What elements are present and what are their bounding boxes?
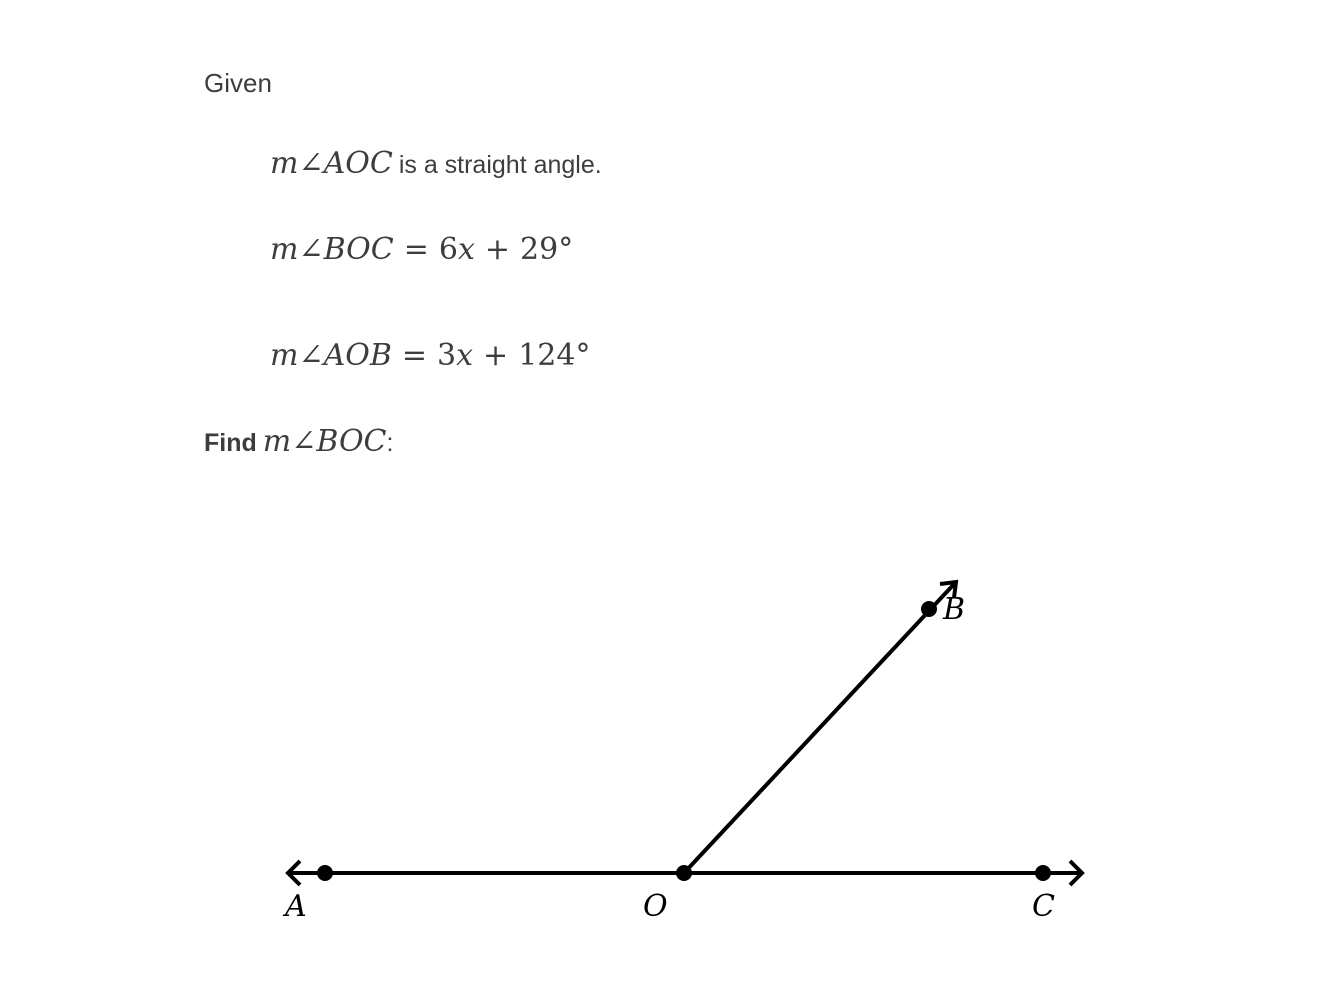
- point-a: [317, 865, 333, 881]
- variable: x: [457, 232, 475, 267]
- constant: 124°: [518, 338, 591, 373]
- label-a: A: [285, 889, 307, 924]
- plus-sign: +: [483, 338, 509, 373]
- variable: x: [456, 338, 474, 373]
- point-b: [921, 601, 937, 617]
- angle-boc-lhs: m∠BOC: [270, 232, 394, 267]
- coefficient: 6: [438, 232, 458, 267]
- angle-aoc-expr: m∠AOC: [270, 146, 393, 181]
- equals-sign: =: [403, 232, 429, 267]
- label-o: O: [643, 889, 668, 924]
- ray-ob: [684, 582, 956, 873]
- find-angle-expr: m∠BOC: [262, 424, 387, 459]
- point-o: [676, 865, 692, 881]
- find-colon: :: [386, 429, 394, 457]
- point-c: [1035, 865, 1051, 881]
- label-b: B: [943, 592, 966, 627]
- coefficient: 3: [437, 338, 457, 373]
- label-c: C: [1032, 889, 1055, 924]
- constant: 29°: [520, 232, 574, 267]
- find-label: Find: [204, 429, 257, 457]
- equals-sign: =: [401, 338, 428, 373]
- plus-sign: +: [484, 232, 511, 267]
- straight-angle-text: is a straight angle.: [398, 151, 602, 179]
- angle-aob-lhs: m∠AOB: [270, 338, 392, 373]
- given-heading: Given: [204, 68, 272, 98]
